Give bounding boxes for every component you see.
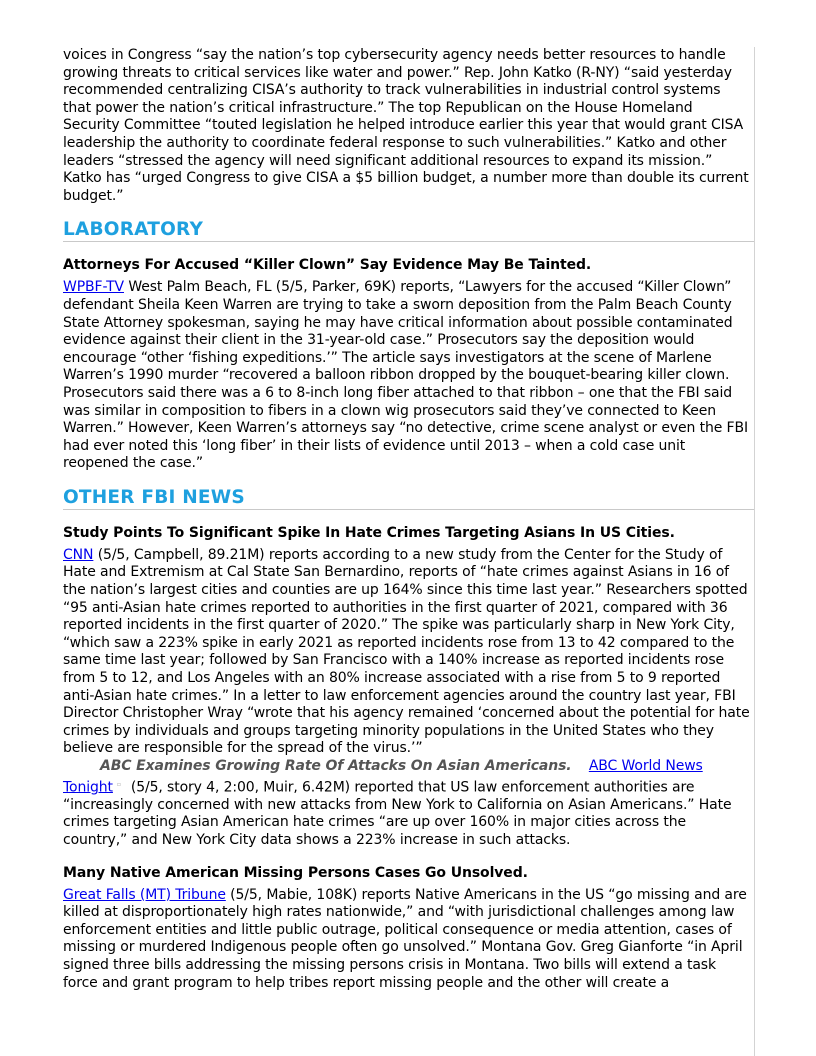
article-body xyxy=(63,279,754,473)
section-heading-other-fbi-news: OTHER FBI NEWS xyxy=(63,487,754,510)
article-body xyxy=(63,547,754,758)
related-item xyxy=(63,758,754,850)
related-headline: ABC Examines Growing Rate Of Attacks On Asian Americans. xyxy=(100,758,572,774)
source-link[interactable]: ABC World News Tonight xyxy=(63,758,703,796)
article-text: West Palm Beach, FL (5/5, Parker, 69K) reports, “Lawyers for the accused “Killer Clown” defendant Sheila Keen Warren are trying to take a sworn deposition from the Palm Beach County State Attorney spokesman, saying he may have critical information about possible contaminated evidence against their client in the 31-year-old case.” Prosecutors say the deposition would encourage “other ‘fishing expeditions.’” The article says investigators at the scene of Marlene Warren’s 1990 murder “recovered a balloon ribbon dropped by the bouquet-bearing killer clown. Prosecutors said there was a 6 to 8-inch long fiber attached to that ribbon – one that the FBI said was similar in composition to fibers in a clown wig prosecutors said they’ve connected to Keen Warren.” However, Keen Warren’s attorneys say “no detective, crime scene analyst or even the FBI had ever noted this ‘long fiber’ in their lists of evidence until 2013 – when a cold case unit reopened the case.” xyxy=(63,279,748,472)
document-page xyxy=(63,47,755,1056)
source-link[interactable]: Great Falls (MT) Tribune xyxy=(63,886,226,903)
continuation-paragraph: voices in Congress “say the nation’s top cybersecurity agency needs better resources to handle growing threats to critical services like water and power.” Rep. John Katko (R-NY) “said yesterday recommended centralizing CISA’s authority to track vulnerabilities in industrial control systems that power the nation’s critical infrastructure.” The top Republican on the House Homeland Security Committee “touted legislation he helped introduce earlier this year that would grant CISA leadership the authority to coordinate federal response to such vulnerabilities.” Katko and other leaders “stressed the agency will need significant additional resources to expand its mission.” Katko has “urged Congress to give CISA a $5 billion budget, a number more than double its current budget.” xyxy=(63,47,749,204)
article-headline: Many Native American Missing Persons Cases Go Unsolved. xyxy=(63,864,528,881)
source-link[interactable]: CNN xyxy=(63,546,94,563)
related-text: (5/5, story 4, 2:00, Muir, 6.42M) reported that US law enforcement authorities are “increasingly concerned with new attacks from New York to California on Asian Americans.” Hate crimes targeting Asian American hate crimes “are up over 160% in major cities across the country,” and New York City data shows a 223% increase in such attacks. xyxy=(63,779,732,849)
source-link[interactable]: WPBF-TV xyxy=(63,279,124,296)
article-text: (5/5, Campbell, 89.21M) reports according to a new study from the Center for the Study of Hate and Extremism at Cal State San Bernardino, reports of “hate crimes against Asians in 16 of the nation’s largest cities and counties are up 164% since this time last year.” Researchers spotted “95 anti-Asian hate crimes reported to authorities in the first quarter of 2021, compared with 36 reported incidents in the first quarter of 2020.” The spike was particularly sharp in New York City, “which saw a 223% spike in early 2021 as reported incidents rose from 13 to 42 compared to the same time last year; followed by San Francisco with a 140% increase as reported incidents rose from 5 to 12, and Los Angeles with an 80% increase associated with a rise from 5 to 9 reported anti-Asian hate crimes.” In a letter to law enforcement agencies around the country last year, FBI Director Christopher Wray “wrote that his agency remained ‘concerned about the potential for hate crimes by individuals and groups targeting minority populations in the United States who they believe are responsible for the spread of the virus.’” xyxy=(63,546,750,757)
article-body xyxy=(63,887,754,993)
article-headline: Study Points To Significant Spike In Hate Crimes Targeting Asians In US Cities. xyxy=(63,524,675,541)
video-marker-icon: ▫ xyxy=(116,780,121,788)
section-heading-laboratory: LABORATORY xyxy=(63,219,754,242)
article-headline: Attorneys For Accused “Killer Clown” Say Evidence May Be Tainted. xyxy=(63,257,592,274)
article-text: (5/5, Mabie, 108K) reports Native Americans in the US “go missing and are killed at disproportionately high rates nationwide,” and “with jurisdictional challenges among law enforcement entities and little public outrage, political consequence or media attention, cases of missing or murdered Indigenous people often go unsolved.” Montana Gov. Greg Gianforte “in April signed three bills addressing the missing persons crisis in Montana. Two bills will extend a task force and grant program to help tribes report missing people and the other will create a xyxy=(63,886,747,991)
